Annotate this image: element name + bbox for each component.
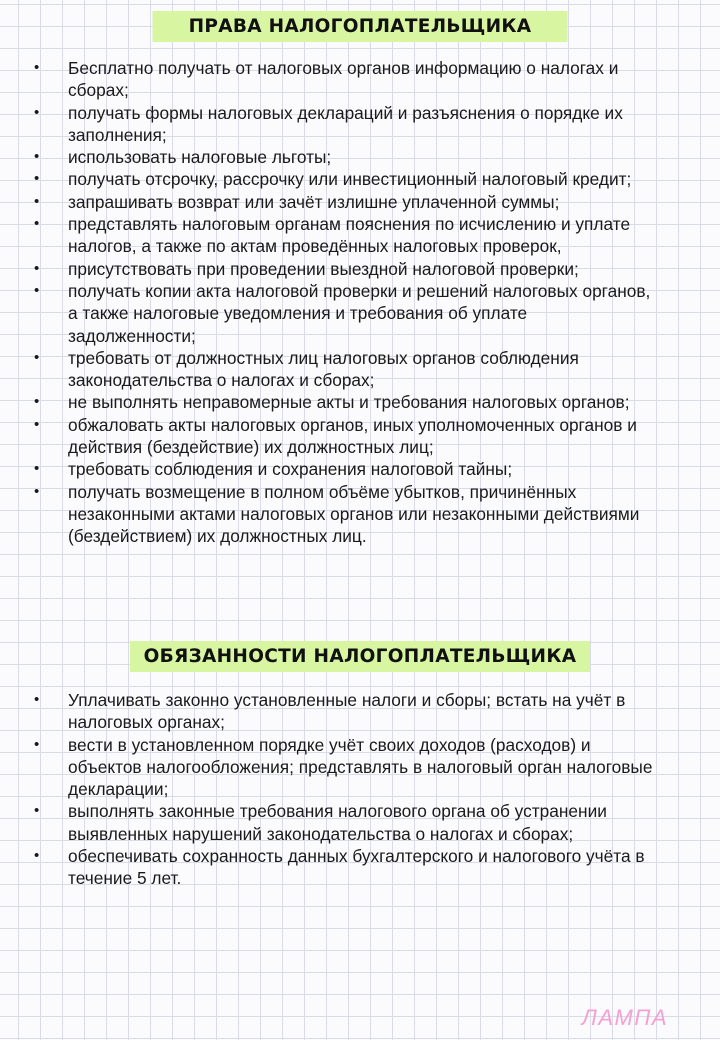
bullet-icon: •: [34, 215, 40, 233]
list-item: [34, 734, 654, 801]
list-item-text: вести в установленном порядке учёт своих доходов (расходов) и объектов налогообложения; представлять в налоговый орган налоговые декларации;: [68, 734, 653, 800]
rights-heading: ПРАВА НАЛОГОПЛАТЕЛЬЩИКА: [153, 11, 568, 42]
list-item-text: обеспечивать сохранность данных бухгалтерского и налогового учёта в течение 5 лет.: [68, 846, 645, 889]
list-item: [34, 391, 654, 413]
list-item: [34, 689, 654, 734]
list-item: [34, 57, 654, 102]
bullet-icon: •: [34, 192, 40, 210]
bullet-icon: •: [34, 415, 40, 433]
list-item-text: получать возмещение в полном объёме убытков, причинённых незаконными актами налоговых органов или незаконными действиями (бездействием) их должностных лиц.: [68, 481, 640, 547]
list-item-text: использовать налоговые льготы;: [68, 147, 332, 168]
bullet-icon: •: [34, 460, 40, 478]
list-item: [34, 845, 654, 890]
duties-heading: ОБЯЗАННОСТИ НАЛОГОПЛАТЕЛЬЩИКА: [130, 641, 590, 672]
bullet-icon: •: [34, 348, 40, 366]
list-item-text: получать отсрочку, рассрочку или инвестиционный налоговый кредит;: [68, 169, 632, 190]
list-item: [34, 800, 654, 845]
list-item: [34, 258, 654, 280]
rights-list: [34, 57, 654, 548]
list-item: [34, 458, 654, 480]
bullet-icon: •: [34, 103, 40, 121]
bullet-icon: •: [34, 802, 40, 820]
list-item-text: присутствовать при проведении выездной налоговой проверки;: [68, 258, 579, 279]
list-item-text: требовать соблюдения и сохранения налоговой тайны;: [68, 459, 513, 480]
list-item-text: получать копии акта налоговой проверки и решений налоговых органов, а также налоговые уведомления и требования об уплате задолженности;: [68, 280, 651, 346]
list-item-text: требовать от должностных лиц налоговых органов соблюдения законодательства о налогах и сборах;: [68, 347, 579, 391]
bullet-icon: •: [34, 148, 40, 166]
list-item: [34, 481, 654, 548]
bullet-icon: •: [34, 393, 40, 411]
bullet-icon: •: [34, 59, 40, 76]
list-item: [34, 191, 654, 213]
bullet-icon: •: [34, 735, 40, 753]
bullet-icon: •: [34, 281, 40, 299]
list-item: [34, 146, 654, 168]
list-item: [34, 102, 654, 147]
list-item: [34, 280, 654, 347]
list-item-text: выполнять законные требования налогового органа об устранении выявленных нарушений законодательства о налогах и сборах;: [68, 801, 607, 844]
list-item: [34, 213, 654, 258]
bullet-icon: •: [34, 170, 40, 188]
list-item-text: запрашивать возврат или зачёт излишне уплаченной суммы;: [68, 191, 560, 212]
list-item: [34, 347, 654, 392]
list-item-text: Бесплатно получать от налоговых органов информацию о налогах и сборах;: [68, 58, 619, 101]
list-item: [34, 168, 654, 190]
bullet-icon: •: [34, 482, 40, 500]
duties-list: [34, 689, 654, 890]
list-item-text: Уплачивать законно установленные налоги и сборы; встать на учёт в налоговых органах;: [68, 690, 626, 733]
list-item-text: получать формы налоговых деклараций и разъяснения о порядке их заполнения;: [68, 102, 623, 145]
bullet-icon: •: [34, 691, 40, 708]
brand-logo: ЛАМПА: [581, 1005, 668, 1030]
list-item-text: обжаловать акты налоговых органов, иных уполномоченных органов и действия (бездействие) их должностных лиц;: [68, 414, 637, 458]
list-item-text: представлять налоговым органам пояснения по исчислению и уплате налогов, а также по актам проведённых налоговых проверок,: [68, 214, 631, 257]
bullet-icon: •: [34, 847, 40, 865]
bullet-icon: •: [34, 259, 40, 277]
list-item: [34, 414, 654, 459]
list-item-text: не выполнять неправомерные акты и требования налоговых органов;: [68, 392, 630, 413]
